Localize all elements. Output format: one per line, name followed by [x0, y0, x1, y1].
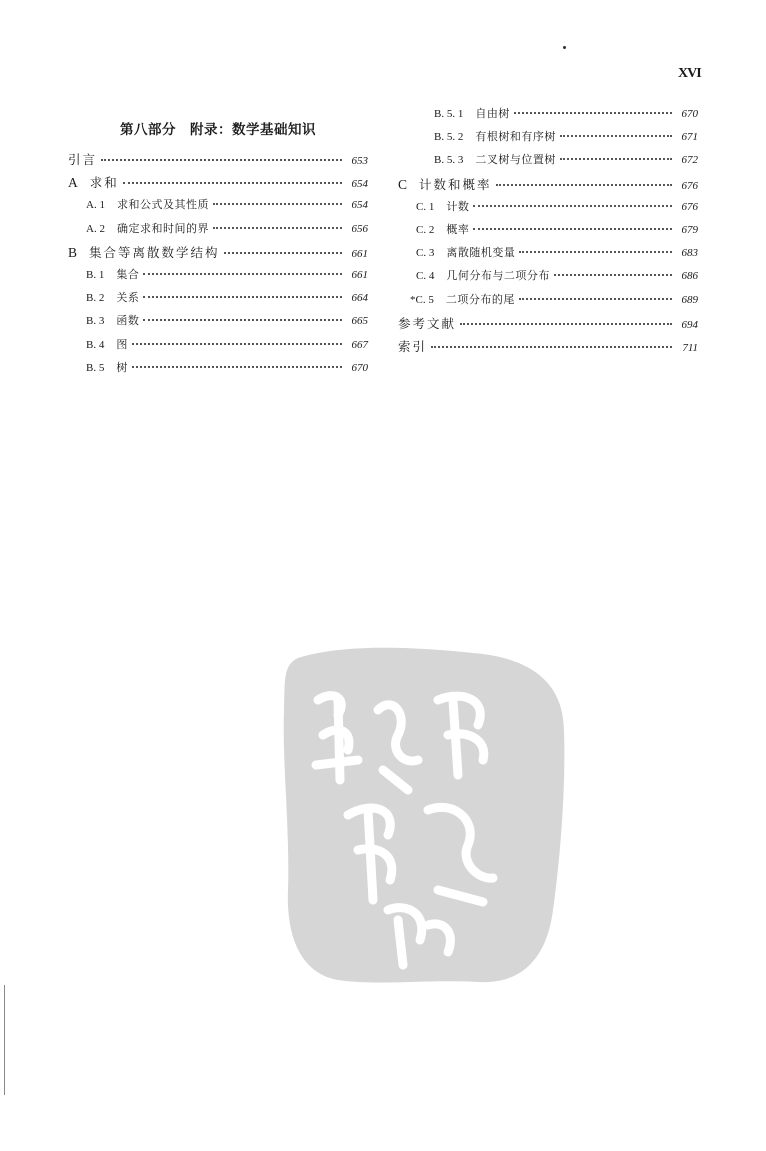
toc-entry-page: 656: [351, 222, 368, 235]
toc-entry[interactable]: [398, 151, 698, 174]
toc-entry[interactable]: [398, 291, 698, 314]
toc-entry[interactable]: [68, 243, 368, 266]
toc-entry[interactable]: [398, 128, 698, 151]
toc-entry[interactable]: [398, 105, 698, 128]
toc-entry-number: B. 2: [86, 292, 105, 305]
toc-entry-number: C: [398, 176, 408, 192]
toc-entry[interactable]: [68, 289, 368, 312]
toc-entry[interactable]: [68, 336, 368, 359]
toc-entry-number: C. 3: [416, 247, 435, 260]
toc-entry-title: 集合等离散数学结构: [89, 244, 220, 260]
dot-leader: [496, 184, 672, 186]
toc-entry-page: 654: [351, 199, 368, 212]
dot-leader: [132, 343, 342, 345]
toc-entry-title: 求和公式及其性质: [116, 198, 209, 212]
toc-entry[interactable]: [68, 312, 368, 335]
toc-entry-page: 661: [351, 247, 368, 260]
toc-entry-page: 671: [681, 131, 698, 144]
toc-entry-page: 670: [681, 108, 698, 120]
toc-entry-title: 树: [116, 360, 128, 374]
toc-entry[interactable]: [68, 359, 368, 382]
toc-entry-page: 661: [351, 268, 368, 281]
toc-entry[interactable]: [398, 198, 698, 221]
dot-leader: [213, 227, 342, 229]
dot-leader: [132, 366, 342, 368]
toc-entry-title: 图: [116, 337, 128, 351]
toc-entry-title: 计数和概率: [419, 176, 492, 192]
dot-leader: [143, 296, 342, 298]
toc-entry-page: 664: [351, 292, 368, 305]
toc-entry[interactable]: [398, 314, 698, 337]
toc-entry-number: B. 4: [86, 338, 105, 351]
toc-entry-title: 计数: [446, 199, 470, 213]
dot-leader: [123, 182, 342, 184]
toc-entry-number: B: [68, 244, 78, 260]
dot-leader: [460, 323, 672, 325]
toc-entry-title: 自由树: [475, 107, 510, 120]
toc-entry-number: C. 1: [416, 200, 435, 213]
toc-entry-title: 确定求和时间的界: [116, 221, 209, 235]
dot-leader: [101, 159, 342, 161]
toc-entry[interactable]: [68, 266, 368, 289]
toc-entry-number: A. 1: [86, 199, 105, 212]
dot-leader: [519, 298, 672, 300]
toc-entry[interactable]: [68, 196, 368, 219]
toc-entry-page: 676: [681, 200, 698, 213]
toc-entry-page: 665: [351, 315, 368, 328]
toc-entry-number: B. 1: [86, 268, 105, 281]
toc-entry-title: 关系: [116, 291, 140, 305]
toc-entry-number: B. 5. 3: [434, 154, 464, 167]
toc-entry-page: 667: [351, 338, 368, 351]
toc-entry-page: 670: [351, 361, 368, 374]
toc-entry-number: A: [68, 175, 78, 191]
dot-leader: [519, 251, 672, 253]
toc-entry-page: 689: [681, 293, 698, 306]
toc-entry-title: 二叉树与位置树: [475, 153, 556, 167]
toc-entry[interactable]: [398, 267, 698, 290]
toc-entry-number: B. 3: [86, 315, 105, 328]
toc-entry-number: B. 5: [86, 361, 105, 374]
toc-entry[interactable]: [68, 150, 368, 173]
toc-left-column: [68, 150, 368, 382]
dot-leader: [473, 228, 672, 230]
dot-leader: [431, 346, 672, 348]
scan-margin-line: [4, 985, 5, 1095]
toc-entry-number: B. 5. 1: [434, 108, 464, 120]
toc-entry[interactable]: [398, 244, 698, 267]
toc-entry-title: 离散随机变量: [446, 246, 516, 260]
toc-entry-title: 有根树和有序树: [475, 130, 556, 144]
toc-entry-number: B. 5. 2: [434, 131, 464, 144]
toc-right-column: [398, 105, 698, 360]
dot-leader: [143, 319, 342, 321]
toc-entry[interactable]: [68, 220, 368, 243]
toc-entry-title: 函数: [116, 314, 140, 328]
toc-entry-page: 653: [351, 155, 368, 167]
toc-entry-page: 711: [682, 341, 698, 354]
dot-leader: [473, 205, 672, 207]
toc-entry-title: 几何分布与二项分布: [446, 269, 550, 283]
toc-entry-page: 672: [681, 154, 698, 167]
dot-leader: [143, 273, 342, 275]
dot-leader: [560, 158, 672, 160]
dot-leader: [213, 203, 342, 205]
toc-entry-page: 683: [681, 247, 698, 260]
part-title: 第八部分 附录：数学基础知识: [120, 122, 316, 138]
toc-entry-page: 686: [681, 270, 698, 283]
dot-leader: [554, 274, 672, 276]
seal-watermark: [278, 640, 568, 990]
dot-leader: [514, 112, 672, 114]
toc-entry-title: 索引: [398, 338, 428, 354]
toc-entry-number: C. 4: [416, 270, 435, 283]
toc-entry[interactable]: [398, 337, 698, 360]
toc-entry-page: 654: [351, 178, 368, 191]
toc-entry-title: 引言: [68, 152, 98, 167]
toc-entry-page: 694: [681, 318, 698, 331]
toc-entry[interactable]: [398, 175, 698, 198]
toc-entry-title: 参考文献: [398, 315, 457, 331]
toc-entry-title: 集合: [116, 267, 140, 281]
dot-leader: [224, 252, 342, 254]
toc-entry-title: 概率: [446, 222, 470, 236]
toc-entry-number: *C. 5: [410, 293, 434, 306]
toc-entry-title: 二项分布的尾: [445, 292, 515, 306]
page-number: XVI: [678, 66, 701, 81]
toc-entry[interactable]: [398, 221, 698, 244]
toc-entry-number: A. 2: [86, 222, 105, 235]
dot-leader: [560, 135, 672, 137]
toc-entry[interactable]: [68, 173, 368, 196]
toc-entry-page: 679: [681, 223, 698, 236]
toc-entry-page: 676: [681, 179, 698, 192]
toc-entry-title: 求和: [89, 175, 119, 191]
toc-entry-number: C. 2: [416, 223, 435, 236]
ink-dot: [563, 46, 566, 49]
